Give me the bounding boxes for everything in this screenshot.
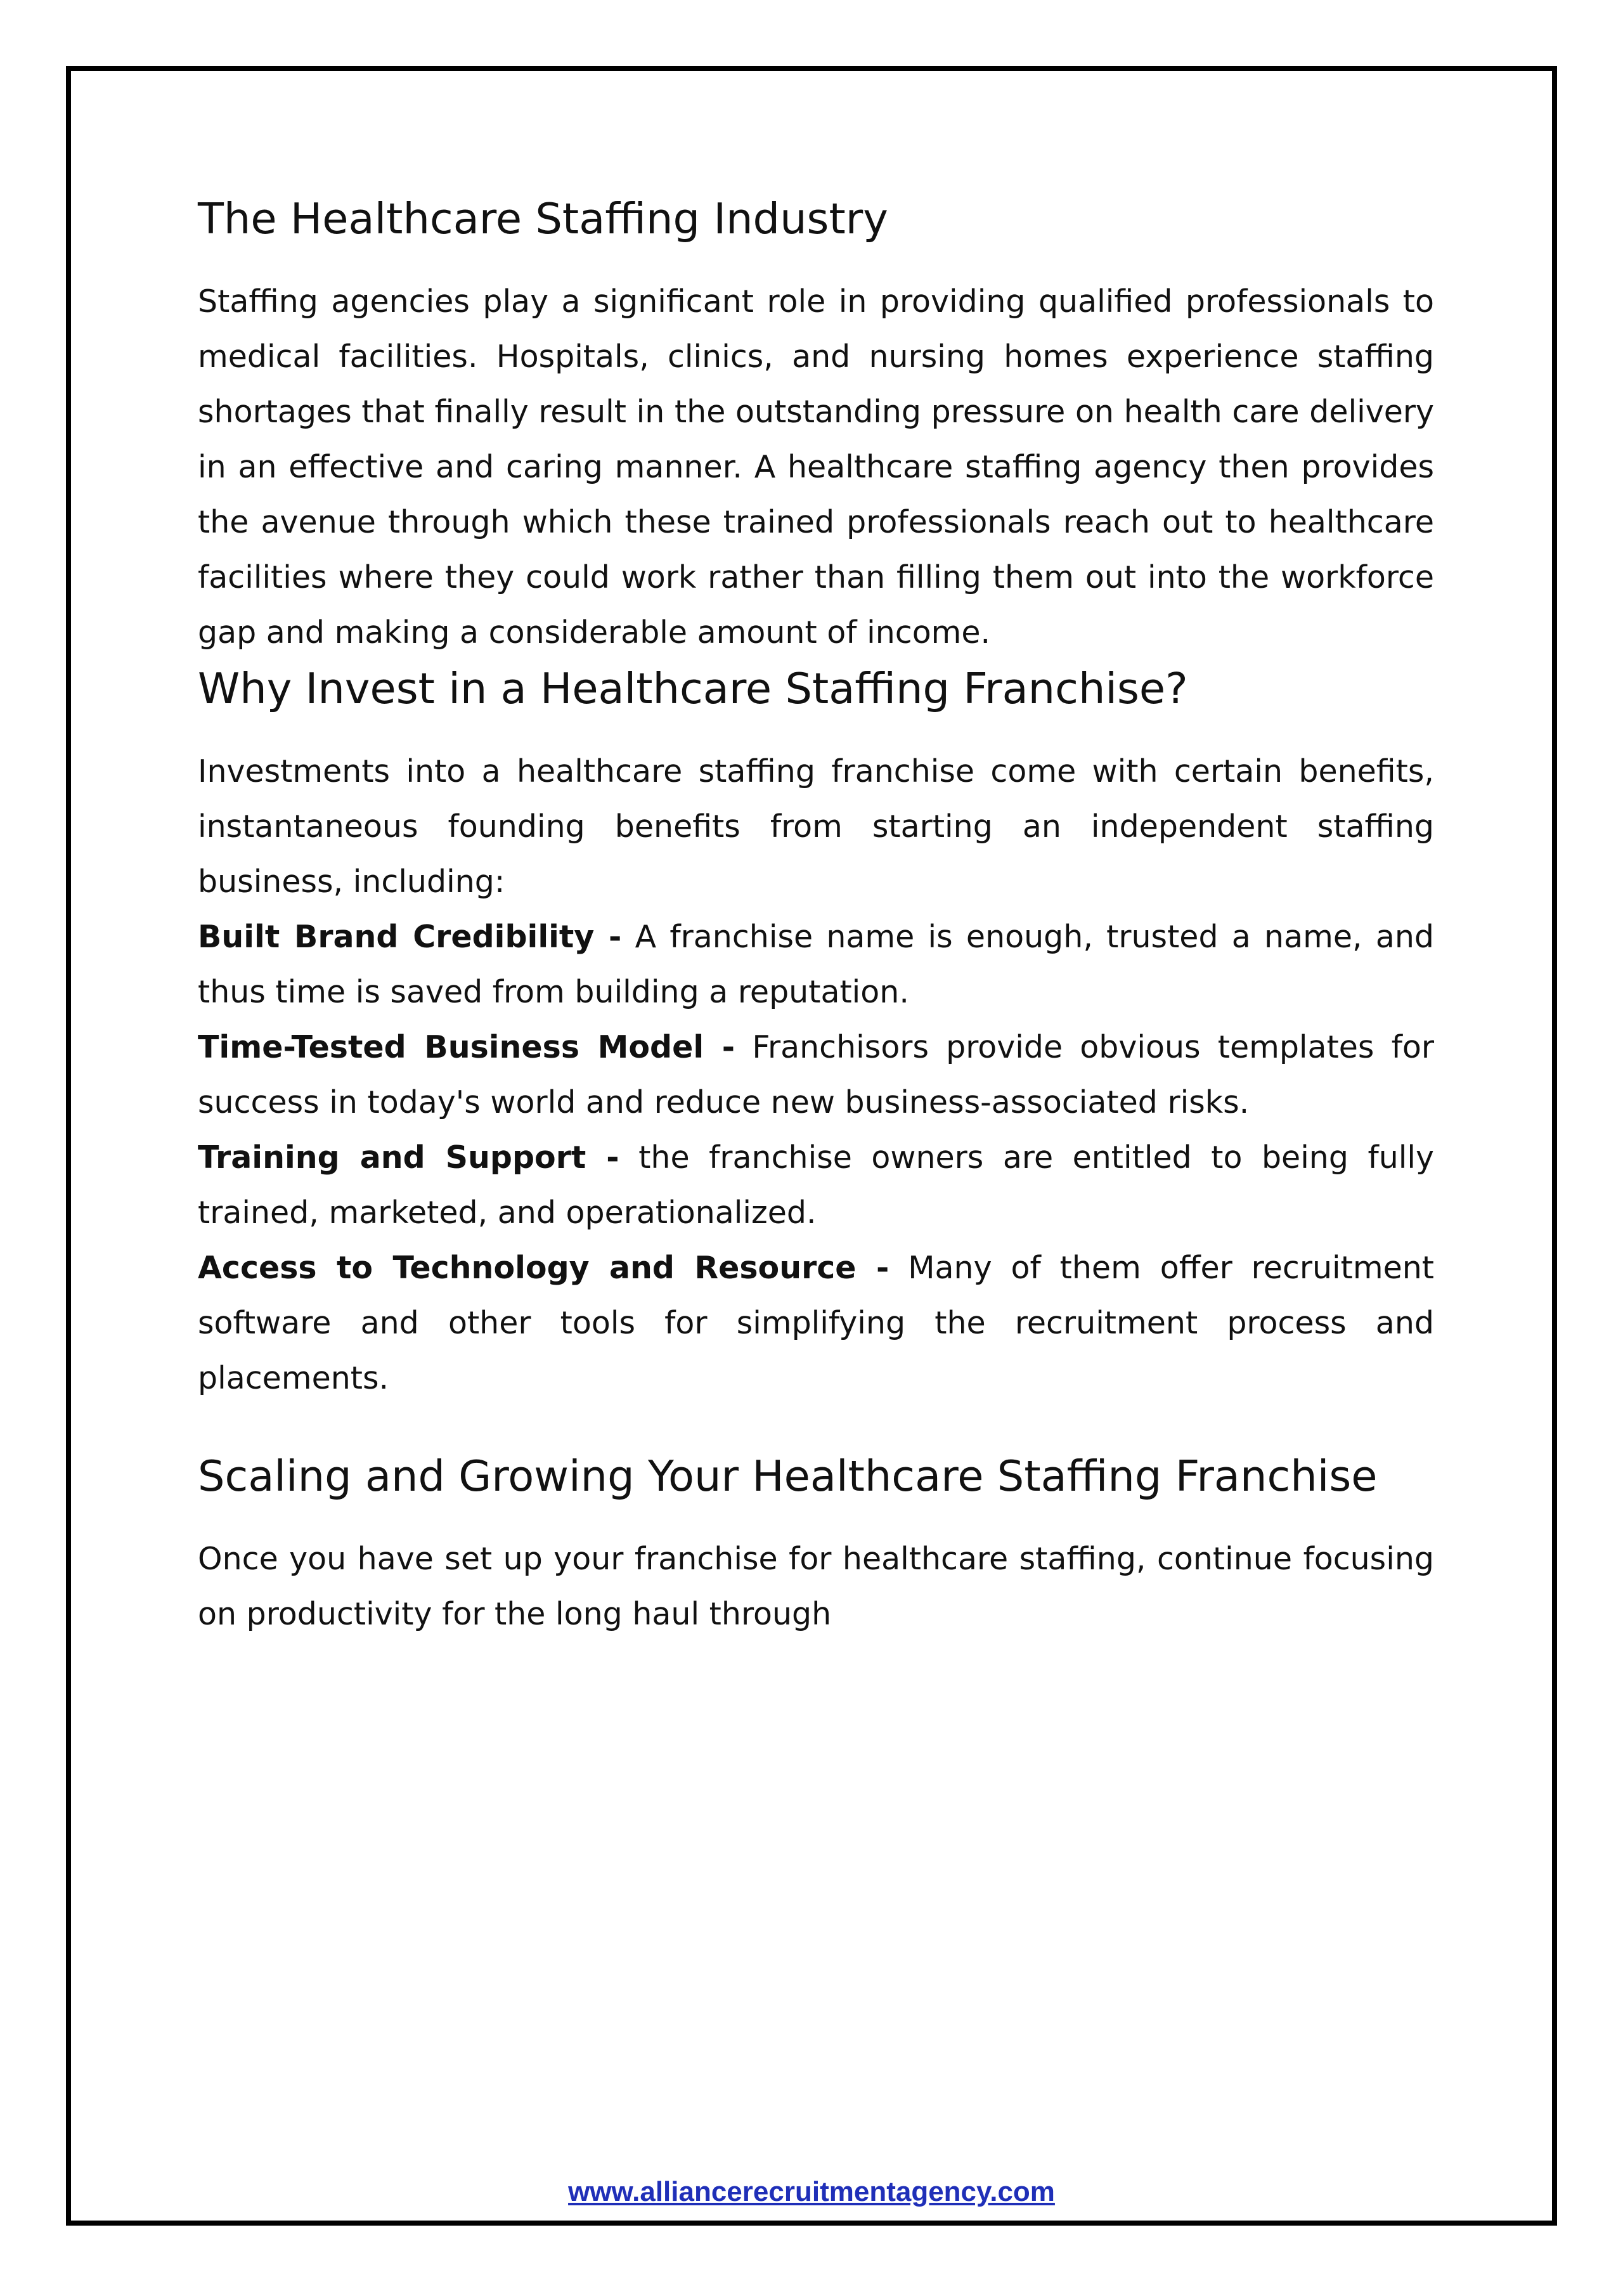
heading-healthcare-staffing-industry: The Healthcare Staffing Industry: [198, 194, 888, 243]
website-link[interactable]: www.alliancerecruitmentagency.com: [568, 2176, 1055, 2207]
benefit-text: Franchisors provide obvious templates for success in today's world and reduce new business-associated risks.: [198, 1029, 1434, 1120]
benefit-brand-credibility: [198, 909, 1434, 1020]
paragraph-healthcare-staffing-industry: Staffing agencies play a significant role in providing qualified professionals to medical facilities. Hospitals, clinics, and nursing homes experience staffing shortages that finally result in the outstanding pressure on health care delivery in an effective and caring manner. A healthcare staffing agency then provides the avenue through which these trained professionals reach out to healthcare facilities where they could work rather than filling them out into the workforce gap and making a considerable amount of income.: [198, 283, 1434, 651]
benefit-text: A franchise name is enough, trusted a name, and thus time is saved from building a reputation.: [198, 919, 1435, 1010]
benefit-title: Built Brand Credibility -: [198, 919, 622, 955]
benefit-text: Many of them offer recruitment software and other tools for simplifying the recruitment process and placements.: [198, 1250, 1435, 1396]
benefit-technology-resource: [198, 1240, 1434, 1406]
heading-why-invest: Why Invest in a Healthcare Staffing Franchise?: [198, 664, 1188, 713]
paragraph-scaling-growing: Once you have set up your franchise for healthcare staffing, continue focusing on productivity for the long haul through: [198, 1541, 1434, 1632]
benefit-business-model: [198, 1020, 1434, 1130]
benefit-title: Time-Tested Business Model -: [198, 1029, 735, 1065]
benefit-text: the franchise owners are entitled to being fully trained, marketed, and operationalized.: [198, 1139, 1435, 1231]
paragraph-why-invest: Investments into a healthcare staffing franchise come with certain benefits, instantaneous founding benefits from starting an independent staffing business, including:: [198, 753, 1434, 900]
benefit-title: Training and Support -: [198, 1139, 619, 1176]
benefit-training-support: [198, 1130, 1434, 1240]
benefit-title: Access to Technology and Resource -: [198, 1250, 889, 1286]
document-content: [198, 190, 1434, 1642]
heading-scaling-growing: Scaling and Growing Your Healthcare Staffing Franchise: [198, 1451, 1378, 1501]
